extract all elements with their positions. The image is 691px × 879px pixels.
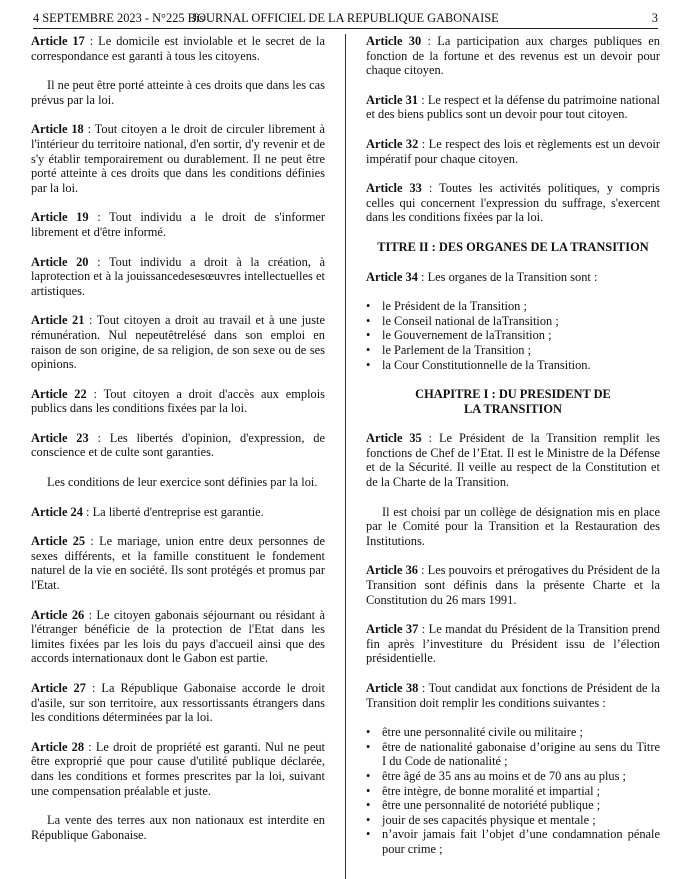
article-title: Article 30 xyxy=(366,34,422,48)
article-34 xyxy=(366,270,660,285)
list-item: • le Parlement de la Transition ; xyxy=(366,343,660,358)
organes-list xyxy=(366,299,660,372)
article-text: : Tout individu a droit à la création, à laprotection et à la jouissancedesesœuvres intellectuelles et artistiques. xyxy=(31,254,326,298)
article-18 xyxy=(31,122,325,195)
article-title: Article 38 xyxy=(366,681,419,695)
article-24 xyxy=(31,505,325,520)
list-item: • être intègre, de bonne moralité et impartial ; xyxy=(366,784,660,799)
article-title: Article 21 xyxy=(31,313,85,328)
article-text: : Les pouvoirs et prérogatives du Président de la Transition sont définis dans la présente Charte et la Constitution du 26 mars 1991. xyxy=(366,563,660,607)
article-title: Article 36 xyxy=(366,563,418,578)
article-text: : Le citoyen gabonais séjournant ou résidant à l'étranger bénéficie de la protection de l'Etat dans les limites fixées par les lois du pays d'accueil ainsi que des accords internationaux dont le Gabon est partie. xyxy=(31,607,325,666)
article-38 xyxy=(366,681,660,710)
article-text: : Le respect et la défense du patrimoine national et des biens publics sont un devoir pour tout citoyen. xyxy=(366,92,660,122)
conditions-list xyxy=(366,725,660,856)
article-21 xyxy=(31,313,325,371)
article-22 xyxy=(31,387,325,416)
article-35 xyxy=(366,431,660,489)
article-text: : Le domicile est inviolable et le secret de la correspondance est garanti à tous les citoyens. xyxy=(31,34,325,63)
article-text: : Le droit de propriété est garanti. Nul ne peut être exproprié que pour cause d'utilité publique déclarée, dans les conditions et formes prescrites par la loi, suivant une compensation préalable et juste. xyxy=(31,739,325,798)
article-23-paragraph: Les conditions de leur exercice sont définies par la loi. xyxy=(47,475,318,490)
article-text: : Tout individu a le droit de s'informer librement et d'être informé. xyxy=(31,210,325,239)
article-title: Article 18 xyxy=(31,122,84,137)
right-column xyxy=(366,34,660,857)
page-number: 3 xyxy=(651,11,658,25)
article-title: Article 33 xyxy=(366,181,422,196)
list-item: • le Conseil national de laTransition ; xyxy=(366,314,660,329)
article-text: : Tout candidat aux fonctions de Président de la Transition doit remplir les conditions suivantes : xyxy=(366,681,660,710)
article-text: : Le Président de la Transition remplit les fonctions de Chef de l’Etat. Il est le Ministre de la Défense et de la Sécurité. Il veille au respect de la Constitution et de la Charte de la Transition. xyxy=(366,431,660,490)
article-31 xyxy=(366,93,660,122)
article-30 xyxy=(366,34,660,78)
column-divider xyxy=(345,34,346,879)
article-27 xyxy=(31,681,325,725)
article-26 xyxy=(31,608,325,666)
list-item: • le Président de la Transition ; xyxy=(366,299,660,314)
article-title: Article 17 xyxy=(31,34,85,48)
article-text: : La participation aux charges publiques en fonction de la fortune et des revenus est un devoir pour chaque citoyen. xyxy=(366,34,660,78)
article-title: Article 22 xyxy=(31,386,87,401)
list-item: • être de nationalité gabonaise d’origine au sens du Titre I du Code de nationalité ; xyxy=(366,740,660,769)
list-item: • n’avoir jamais fait l’objet d’une condamnation pénale pour crime ; xyxy=(366,827,660,856)
list-item: • la Cour Constitutionnelle de la Transition. xyxy=(366,358,660,373)
article-text: : Les libertés d'opinion, d'expression, de conscience et de culte sont garanties. xyxy=(31,430,325,460)
article-19 xyxy=(31,210,325,239)
article-title: Article 37 xyxy=(366,622,419,637)
list-item: • être une personnalité de notoriété publique ; xyxy=(366,798,660,813)
article-title: Article 35 xyxy=(366,431,422,446)
article-title: Article 27 xyxy=(31,681,86,695)
list-item: • jouir de ses capacités physique et mentale ; xyxy=(366,813,660,828)
article-title: Article 31 xyxy=(366,92,419,107)
article-23 xyxy=(31,431,325,460)
article-text: : Tout citoyen a le droit de circuler librement à l'intérieur du territoire national, d'en sortir, d'y revenir et de s'y établir temporairement ou durablement. Il ne peut être porté atteinte à ces droits que dans les conditions définies par la loi. xyxy=(31,122,325,195)
article-title: Article 32 xyxy=(366,136,419,151)
article-title: Article 19 xyxy=(31,210,89,225)
article-title: Article 26 xyxy=(31,607,85,622)
article-32 xyxy=(366,137,660,166)
list-item: • être âgé de 35 ans au moins et de 70 ans au plus ; xyxy=(366,769,660,784)
article-28-paragraph: La vente des terres aux non nationaux est interdite en République Gabonaise. xyxy=(31,813,325,842)
titre-heading: TITRE II : DES ORGANES DE LA TRANSITION xyxy=(377,239,649,254)
article-text: : Tout citoyen a droit d'accès aux emplois publics dans les conditions fixées par la loi. xyxy=(31,386,325,416)
article-35-paragraph: Il est choisi par un collège de désignation mis en place par le Comité pour la Transition et la Restauration des Institutions. xyxy=(366,504,660,548)
chapitre-heading: CHAPITRE I : DU PRESIDENT DE LA TRANSITION xyxy=(415,387,611,416)
article-text: : Le mandat du Président de la Transition prend fin après l’investiture du Président issu de l’élection présidentielle. xyxy=(366,622,661,666)
page-header xyxy=(33,8,658,29)
article-20 xyxy=(31,255,325,299)
article-text: : La liberté d'entreprise est garantie. xyxy=(82,504,264,519)
article-28 xyxy=(31,740,325,798)
article-title: Article 23 xyxy=(31,430,89,445)
article-title: Article 34 xyxy=(366,269,418,284)
article-text: : Le mariage, union entre deux personnes de sexes différents, et la famille constituent le fondement naturel de la vie en société. Ils sont protégés et promus par l'Etat. xyxy=(31,534,325,593)
list-item: • être une personnalité civile ou militaire ; xyxy=(366,725,660,740)
article-text: : Toutes les activités politiques, y compris celles qui concernent l'expression du suffrage, s'exercent dans les conditions fixées par la loi. xyxy=(366,181,660,225)
left-column xyxy=(31,34,325,857)
article-text: : La République Gabonaise accorde le droit d'asile, sur son territoire, aux ressortissants étrangers dans les conditions déterminées par la loi. xyxy=(31,681,325,725)
article-text: : Tout citoyen a droit au travail et à une juste rémunération. Nul nepeutêtrelésé dans son emploi en raison de son origine, de sa religion, de son sexe ou de ses opinions. xyxy=(31,313,325,372)
article-title: Article 24 xyxy=(31,504,83,519)
article-title: Article 25 xyxy=(31,534,86,549)
article-text: : Le respect des lois et règlements est un devoir impératif pour chaque citoyen. xyxy=(366,136,660,166)
article-title: Article 28 xyxy=(31,739,85,754)
article-17-paragraph: Il ne peut être porté atteinte à ces droits que dans les cas prévus par la loi. xyxy=(31,78,325,107)
issue-date: 4 SEPTEMBRE 2023 - N°225 Bis xyxy=(33,11,205,25)
article-33 xyxy=(366,181,660,225)
article-title: Article 20 xyxy=(31,254,89,269)
article-17 xyxy=(31,34,325,63)
article-25 xyxy=(31,534,325,592)
list-item: • le Gouvernement de laTransition ; xyxy=(366,328,660,343)
article-text: : Les organes de la Transition sont : xyxy=(417,269,598,284)
article-36 xyxy=(366,563,660,607)
article-37 xyxy=(366,622,660,666)
journal-title: JOURNAL OFFICIEL DE LA REPUBLIQUE GABONAISE xyxy=(192,11,499,25)
